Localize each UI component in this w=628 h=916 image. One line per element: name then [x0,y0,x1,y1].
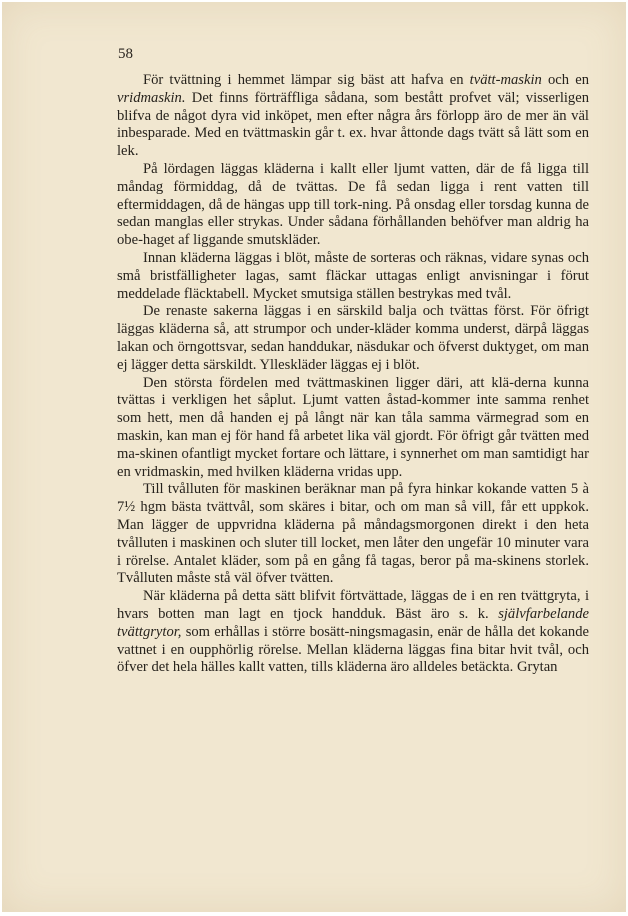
book-page [2,2,626,912]
italic-text: vridmaskin. [117,89,186,106]
body-text [117,72,589,677]
paragraph-text: och en [541,72,589,88]
paragraph-text: Till tvålluten för maskinen beräknar man på fyra hinkar kokande vatten 5 à 7½ hgm bästa tvättvål, som skäres i bitar, och om man så vill, får ett uppkok. Man lägger de uppvridna kläderna på måndagsmorgonen direkt i den heta tvålluten i maskinen och sluter till locket, men låter den ungefär 10 minuter vara i rörelse. Antalet kläder, som på en gång få tagas, beror på ma-skinens storlek. Tvålluten måste stå väl öfver tvätten. [117,481,589,587]
page-number: 58 [118,46,133,62]
paragraph [117,481,589,588]
paragraph-text: Det finns förträffliga sådana, som bestått profvet väl; visserligen blifva de något dyra vid inköpet, men efter några års förlopp äro de mer än väl inbesparade. Med en tvättmaskin går t. ex. hvar åttonde dags tvätt så lätt som en lek. [117,89,589,160]
paragraph-text: De renaste sakerna läggas i en särskild balja och tvättas först. För öfrigt läggas kläderna så, att strumpor och under-kläder komma underst, därpå läggas lakan och örngottsvar, sedan handdukar, näsdukar och öfverst duktyget, om man ej lägger detta särskildt. Ylleskläder läggas ej i blöt. [117,303,589,373]
paragraph-text: Den största fördelen med tvättmaskinen ligger däri, att klä-derna kunna tvättas i verkligen het såplut. Ljumt vatten åstad-kommer inte samma renhet som hett, men då handen ej på långt när kan tåla samma värmegrad som en maskin, kan man ej för hand få arbetet lika väl gjordt. För öfrigt går tvätten med ma-skinen ofantligt mycket fortare och lättare, i synnerhet om man samtidigt har en vridmaskin, med hvilken kläderna vridas upp. [117,374,589,480]
paragraph [117,250,589,303]
paragraph-text: Innan kläderna läggas i blöt, måste de sorteras och räknas, vidare synas och små bristfälligheter lagas, samt fläckar uttagas enligt anvisningar i förut meddelade fläcktabell. Mycket smutsiga ställen bestrykas med tvål. [117,249,589,302]
paragraph [117,375,589,482]
paragraph [117,161,589,250]
italic-text: tvätt-maskin [469,72,542,88]
paragraph-text: För tvättning i hemmet lämpar sig bäst att hafva en [143,72,470,88]
paragraph [117,303,589,374]
paragraph [117,72,589,161]
paragraph-text: På lördagen läggas kläderna i kallt eller ljumt vatten, där de få ligga till måndag förmiddag, då de tvättas. De få sedan ligga i rent vatten till eftermiddagen, då de hängas upp till tork-ning. På onsdag eller torsdag kunna de sedan manglas eller strykas. Under sådana förhållanden behöfver man aldrig ha obe-haget af liggande smutskläder. [117,160,589,249]
paragraph-text: När kläderna på detta sätt blifvit förtvättade, läggas de i en ren tvättgryta, i hvars botten man lagt en tjock handduk. Bäst äro s. k. [117,588,589,622]
paragraph-text: som erhållas i större bosätt-ningsmagasin, enär de hålla det kokande vattnet i en oupphörlig rörelse. Mellan kläderna läggas fina bitar hvit tvål, och öfver det hela hälles kallt vatten, tills kläderna äro alldeles betäckta. Grytan [117,623,589,676]
italic-text: självfarbelande tvättgrytor, [117,605,589,640]
paragraph [117,588,589,677]
